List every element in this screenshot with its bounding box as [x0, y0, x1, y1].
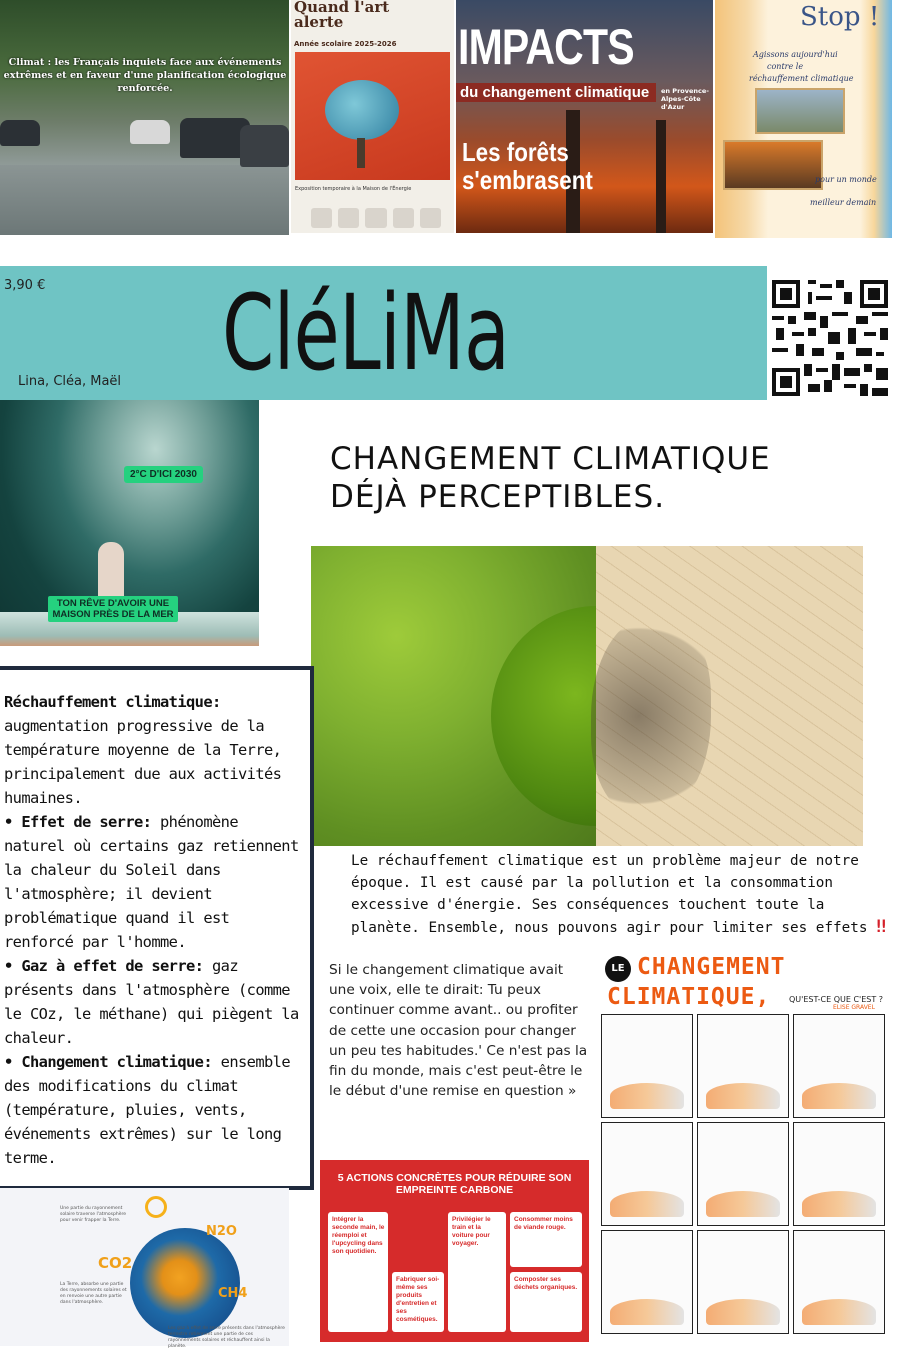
gas-label-n2o: N2O [206, 1224, 237, 1239]
price-label: 3,90 € [4, 278, 46, 293]
action-card [510, 1212, 582, 1267]
impacts-title: IMPACTS [458, 19, 634, 75]
definition-text: phénomène naturel où certains gaz retiennent la chaleur du Soleil dans l'atmosphère; il devient problématique quand il est renforcé par l'homme. [4, 813, 299, 951]
action-text: Composter ses déchets organiques. [514, 1276, 578, 1291]
impacts-region: en Provence-Alpes-Côte d'Azur [661, 87, 709, 111]
definition-text: gaz présents dans l'atmosphère (comme le COz, le méthane) qui piègent la chaleur. [4, 957, 299, 1047]
authors-label: Lina, Cléa, Maël [18, 374, 122, 389]
stop-line-5: meilleur demain [810, 198, 877, 207]
intro-paragraph [351, 850, 891, 939]
definition-item [4, 954, 306, 1050]
comic-panel [601, 1014, 693, 1118]
action-text: Fabriquer soi-même ses produits d'entretien et ses cosmétiques. [396, 1276, 440, 1323]
impacts-forest-text: Les forêts s'embrasent [462, 137, 593, 195]
comic-author: ELISE GRAVEL [833, 1004, 875, 1011]
stop-line-2: contre le [767, 62, 804, 71]
action-card [328, 1212, 388, 1332]
sun-icon [145, 1196, 167, 1218]
art-alert-poster [291, 0, 454, 233]
flood-caption: Climat : les Français inquiets face aux événements extrêmes et en faveur d'une planification écologique renforcée. [3, 57, 287, 94]
main-headline [330, 440, 860, 516]
comic-panel [793, 1014, 885, 1118]
headline-line-2: DÉJÀ PERCEPTIBLES. [330, 479, 666, 515]
action-text: Consommer moins de viande rouge. [514, 1216, 573, 1231]
stop-line-3: réchauffement climatique [749, 74, 854, 83]
impacts-poster [456, 0, 713, 233]
action-card [392, 1272, 444, 1332]
comic-panel [793, 1230, 885, 1334]
definition-term: • Changement climatique: [4, 1053, 212, 1071]
stop-line-4: pour un monde [815, 175, 877, 184]
stop-poster [715, 0, 892, 238]
qr-code[interactable] [772, 280, 888, 396]
definition-term: • Gaz à effet de serre: [4, 957, 204, 975]
comic-title-1: CHANGEMENT [637, 954, 786, 980]
actions-header: 5 ACTIONS CONCRÈTES POUR RÉDUIRE SON EMPREINTE CARBONE [337, 1172, 572, 1196]
partner-logos [311, 208, 441, 228]
definitions-box [0, 666, 314, 1190]
action-card [510, 1272, 582, 1332]
definition-text: ensemble des modifications du climat (température, pluies, vents, événements extrêmes) sur le long terme. [4, 1053, 290, 1167]
newspaper-title: CléLiMa [222, 272, 510, 394]
headline-line-1: CHANGEMENT CLIMATIQUE [330, 441, 771, 477]
person-figure [98, 542, 124, 602]
art-footer: Exposition temporaire à la Maison de l'Énergie [295, 186, 412, 192]
gas-label-co2: CO2 [98, 1254, 133, 1272]
comic-panel [793, 1122, 885, 1226]
melting-globe-illustration [295, 52, 450, 180]
impacts-subtitle: du changement climatique [456, 83, 656, 102]
temperature-badge: 2°C D'ICI 2030 [124, 466, 203, 483]
comic-panel [601, 1230, 693, 1334]
climate-voice-quote: Si le changement climatique avait une voix, elle te dirait: Tu peux continuer comme avant.. ou profiter de cette une occasion pour changer un peu tes habitudes.' Ce n'est pas la fin du monde, mais c'est peut-être le le début d'une remise en question » [329, 962, 588, 1100]
sea-house-slogan: TON RÊVE D'AVOIR UNE MAISON PRÈS DE LA MER [48, 596, 178, 622]
stop-title: Stop ! [800, 2, 880, 32]
comic-panel [697, 1014, 789, 1118]
warning-icon: ‼ [876, 917, 887, 937]
green-vs-drought-photo [311, 546, 863, 846]
carbon-actions-poster [320, 1160, 589, 1342]
gas-label-ch4: CH4 [218, 1286, 248, 1301]
diagram-note-1: Une partie du rayonnement solaire traverse l'atmosphère pour venir frapper la Terre. [60, 1206, 126, 1223]
definition-item [4, 1050, 306, 1170]
art-subtitle: Année scolaire 2025-2026 [294, 40, 397, 48]
sea-level-poster [0, 400, 259, 646]
greenhouse-effect-diagram [0, 1188, 289, 1349]
comic-title-2: CLIMATIQUE, [607, 984, 771, 1010]
comic-panel [697, 1230, 789, 1334]
comic-panel [697, 1122, 789, 1226]
definition-item [4, 690, 306, 810]
action-text: Privilégier le train et la voiture pour voyager. [452, 1216, 491, 1247]
definition-text: augmentation progressive de la température moyenne de la Terre, principalement due aux activités humaines. [4, 717, 282, 807]
comic-question: QU'EST-CE QUE C'EST ? [789, 995, 884, 1004]
diagram-note-2: La Terre, absorbe une partie des rayonnements solaires et en renvoie une autre partie dans l'atmosphère. [60, 1282, 127, 1305]
definition-term: Réchauffement climatique: [4, 693, 221, 711]
definition-item [4, 810, 306, 954]
climate-comic [597, 952, 892, 1340]
definition-term: • Effet de serre: [4, 813, 152, 831]
flood-photo [0, 0, 289, 235]
stop-line-1: Agissons aujourd'hui [753, 50, 838, 59]
comic-panel [601, 1122, 693, 1226]
comic-le-badge: LE [605, 956, 631, 982]
diagram-note-3: Les gaz à effet de serre présents dans l'atmosphère terrestre retiennent une partie de ces rayonnements solaires et réchauffent ainsi la planète. [168, 1326, 285, 1349]
art-title: Quand l'art alerte [294, 0, 390, 31]
earth-icon [130, 1228, 240, 1338]
action-card [448, 1212, 506, 1332]
action-text: Intégrer la seconde main, le réemploi et l'upcycling dans son quotidien. [332, 1216, 385, 1255]
intro-text: Le réchauffement climatique est un problème majeur de notre époque. Il est causé par la pollution et la consommation excessive d'énergie. Ses conséquences touchent toute la planète. Ensemble, nous pouvons agir pour limiter ses effets [351, 853, 868, 936]
